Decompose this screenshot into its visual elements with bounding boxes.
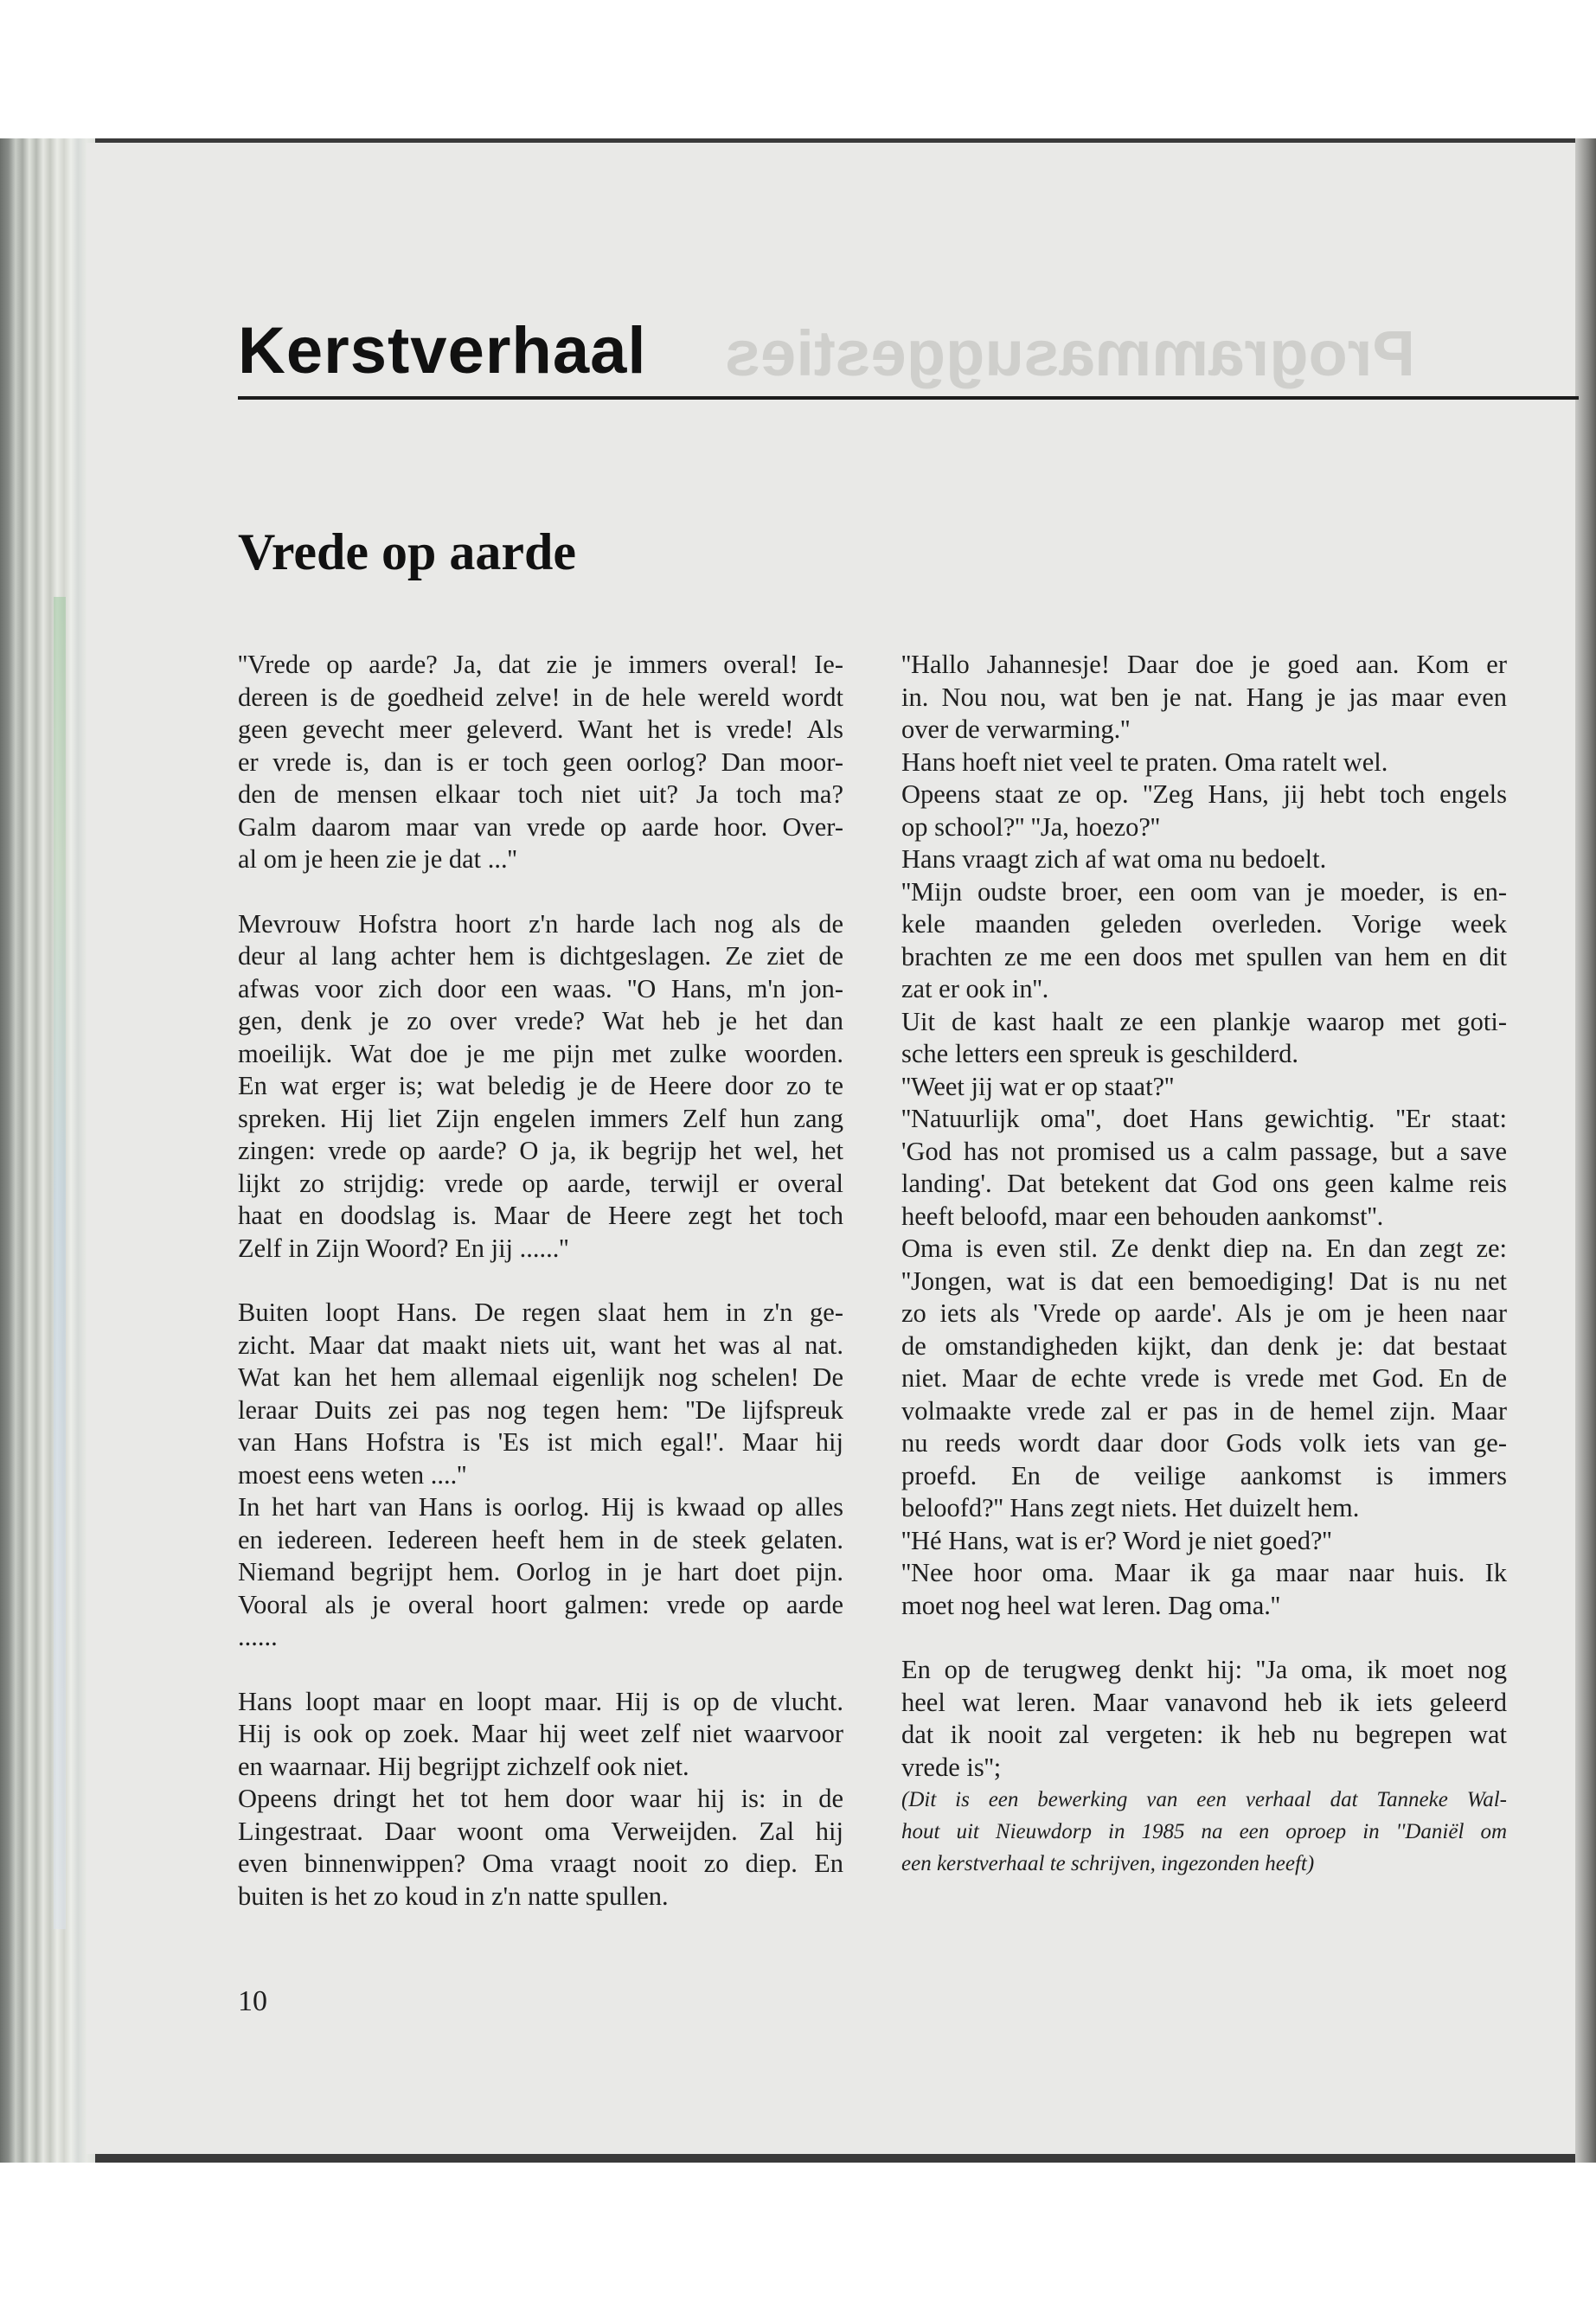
paragraph: [238, 1783, 843, 1913]
text-line: Mevrouw Hofstra hoort z'n harde lach nog als de: [238, 908, 843, 939]
left-column: [238, 649, 843, 1913]
bleed-through-heading: Programmasuggesties: [725, 317, 1415, 389]
text-line: zo iets als 'Vrede op aarde'. Als je om je heen naar: [901, 1298, 1507, 1328]
paragraph: [901, 1525, 1507, 1558]
paragraph: [901, 649, 1507, 747]
text-line: afwas voor zich door een waas. ''O Hans, m'n jon-: [238, 973, 843, 1003]
text-line: Lingestraat. Daar woont oma Verweijden. Zal hij: [238, 1816, 843, 1846]
paragraph: [901, 1557, 1507, 1622]
text-line: In het hart van Hans is oorlog. Hij is kwaad op alles: [238, 1492, 843, 1522]
text-line: al om je heen zie je dat ...'': [238, 844, 517, 874]
paragraph: [901, 1006, 1507, 1071]
text-line: moet nog heel wat leren. Dag oma.'': [901, 1590, 1280, 1620]
text-line: 'God has not promised us a calm passage, but a save: [901, 1136, 1507, 1166]
text-line: Hans loopt maar en loopt maar. Hij is op de vlucht.: [238, 1686, 843, 1716]
paragraph: [238, 908, 843, 1266]
paragraph: [238, 1686, 843, 1784]
text-line: Opeens dringt het tot hem door waar hij is: in de: [238, 1784, 843, 1813]
text-line: heel wat leren. Maar vanavond heb ik iets geleerd: [901, 1687, 1507, 1717]
text-line: in. Nou nou, wat ben je nat. Hang je jas maar even: [901, 682, 1507, 712]
text-line: volmaakte vrede zal er pas in de hemel zijn. Maar: [901, 1395, 1507, 1426]
text-line: ''Mijn oudste broer, een oom van je moeder, is en-: [901, 876, 1507, 907]
text-line: spreken. Hij liet Zijn engelen immers Zelf hun zang: [238, 1103, 843, 1133]
text-line: Hans vraagt zich af wat oma nu bedoelt.: [901, 844, 1327, 874]
text-line: ......: [238, 1622, 278, 1651]
text-line: heeft beloofd, maar een behouden aankomst''.: [901, 1201, 1384, 1231]
text-line: sche letters een spreuk is geschilderd.: [901, 1039, 1299, 1068]
page-edge-accent: [54, 597, 66, 1929]
text-line: over de verwarming.'': [901, 715, 1131, 744]
text-line: Vooral als je overal hoort galmen: vrede op aarde: [238, 1589, 843, 1619]
paragraph: [238, 649, 843, 876]
paragraph: [901, 747, 1507, 779]
text-line: Wat kan het hem allemaal eigenlijk nog schelen! De: [238, 1362, 843, 1392]
text-line: en iedereen. Iedereen heeft hem in de steek gelaten.: [238, 1524, 843, 1554]
text-line: ''Hé Hans, wat is er? Word je niet goed?'': [901, 1525, 1332, 1555]
right-column: [901, 649, 1507, 1880]
text-line: de omstandigheden kijkt, dan denk je: dat bestaat: [901, 1330, 1507, 1361]
page-edges: [0, 138, 95, 2163]
text-line: kele maanden geleden overleden. Vorige week: [901, 909, 1507, 939]
paragraph: [901, 1233, 1507, 1525]
text-line: Hij is ook op zoek. Maar hij weet zelf niet waarvoor: [238, 1719, 843, 1748]
paragraph: [901, 1103, 1507, 1233]
text-line: Buiten loopt Hans. De regen slaat hem in z'n ge-: [238, 1298, 843, 1327]
text-line: Opeens staat ze op. ''Zeg Hans, jij hebt toch engels: [901, 779, 1507, 809]
text-line: brachten ze me een doos met spullen van hem en dit: [901, 941, 1507, 971]
paragraph: [901, 876, 1507, 1006]
text-line: deur al lang achter hem is dichtgeslagen. Ze ziet de: [238, 941, 843, 971]
text-line: zat er ook in''.: [901, 974, 1049, 1003]
text-line: zingen: vrede op aarde? O ja, ik begrijp het wel, het: [238, 1136, 843, 1165]
text-line: proefd. En de veilige aankomst is immers: [901, 1460, 1507, 1490]
text-line: van Hans Hofstra is 'Es ist mich egal!'. Maar hij: [238, 1427, 843, 1457]
text-line: haat en doodslag is. Maar de Heere zegt het toch: [238, 1201, 843, 1230]
text-line: ''Weet jij wat er op staat?'': [901, 1071, 1175, 1101]
text-line: beloofd?'' Hans zegt niets. Het duizelt hem.: [901, 1493, 1360, 1522]
page-number: 10: [238, 1985, 267, 2017]
paragraph: [901, 843, 1507, 876]
page-title: Kerstverhaal: [238, 314, 647, 388]
text-line: Niemand begrijpt hem. Oorlog in je hart doet pijn.: [238, 1557, 843, 1586]
text-line: leraar Duits zei pas nog tegen hem: ''De lijfspreuk: [238, 1394, 843, 1425]
text-line: niet. Maar de echte vrede is vrede met God. En de: [901, 1363, 1507, 1393]
text-line: ''Natuurlijk oma'', doet Hans gewichtig. ''Er staat:: [901, 1104, 1507, 1133]
page-right-edge: [1575, 138, 1596, 2163]
paragraph: [238, 1297, 843, 1491]
paragraph: [238, 1491, 843, 1654]
text-line: vrede is'';: [901, 1752, 1002, 1782]
credit-line: een kerstverhaal te schrijven, ingezonden heeft): [901, 1852, 1315, 1875]
article-subtitle: Vrede op aarde: [238, 523, 577, 580]
text-line: moest eens weten ....'': [238, 1459, 467, 1490]
text-line: even binnenwippen? Oma vraagt nooit zo diep. En: [238, 1849, 843, 1878]
text-line: ''Vrede op aarde? Ja, dat zie je immers overal! Ie-: [238, 650, 843, 679]
text-line: en waarnaar. Hij begrijpt zichzelf ook niet.: [238, 1751, 689, 1781]
text-line: er vrede is, dan is er toch geen oorlog? Dan moor-: [238, 747, 843, 777]
paragraph: [901, 1071, 1507, 1104]
text-line: ''Jongen, wat is dat een bemoediging! Dat is nu net: [901, 1266, 1507, 1296]
text-line: ''Hallo Jahannesje! Daar doe je goed aan. Kom er: [901, 650, 1507, 679]
story-credit: [901, 1784, 1507, 1880]
paragraph: [901, 779, 1507, 843]
paragraph: [901, 1654, 1507, 1784]
text-line: ''Nee hoor oma. Maar ik ga maar naar huis. Ik: [901, 1558, 1507, 1587]
text-line: En wat erger is; wat beledig je de Heere door zo te: [238, 1071, 843, 1100]
text-line: buiten is het zo koud in z'n natte spullen.: [238, 1881, 669, 1911]
text-line: Galm daarom maar van vrede op aarde hoor. Over-: [238, 811, 843, 842]
text-line: moeilijk. Wat doe je me pijn met zulke woorden.: [238, 1038, 843, 1068]
text-line: dereen is de goedheid zelve! in de hele wereld wordt: [238, 682, 843, 712]
text-line: gen, denk je zo over vrede? Wat heb je het dan: [238, 1006, 843, 1035]
text-line: den de mensen elkaar toch niet uit? Ja toch ma?: [238, 779, 843, 809]
text-line: nu reeds wordt daar door Gods volk iets van ge-: [901, 1428, 1507, 1458]
text-line: Hans hoeft niet veel te praten. Oma ratelt wel.: [901, 747, 1388, 777]
text-line: geen gevecht meer geleverd. Want het is vrede! Als: [238, 715, 843, 744]
text-line: lijkt zo strijdig: vrede op aarde, terwijl er overal: [238, 1168, 843, 1198]
credit-line: (Dit is een bewerking van een verhaal dat Tanneke Wal-: [901, 1788, 1507, 1811]
text-line: Oma is even stil. Ze denkt diep na. En dan zegt ze:: [901, 1234, 1507, 1263]
credit-line: hout uit Nieuwdorp in 1985 na een oproep in ''Daniël om: [901, 1820, 1507, 1843]
text-line: Zelf in Zijn Woord? En jij ......'': [238, 1233, 569, 1263]
text-line: zicht. Maar dat maakt niets uit, want het was al nat.: [238, 1330, 843, 1360]
text-line: Uit de kast haalt ze een plankje waarop met goti-: [901, 1006, 1507, 1036]
text-line: En op de terugweg denkt hij: ''Ja oma, ik moet nog: [901, 1655, 1507, 1684]
text-line: dat ik nooit zal vergeten: ik heb nu begrepen wat: [901, 1720, 1507, 1749]
text-line: landing'. Dat betekent dat God ons geen kalme reis: [901, 1169, 1507, 1198]
title-rule: [238, 396, 1579, 400]
text-line: op school?'' ''Ja, hoezo?'': [901, 811, 1160, 842]
